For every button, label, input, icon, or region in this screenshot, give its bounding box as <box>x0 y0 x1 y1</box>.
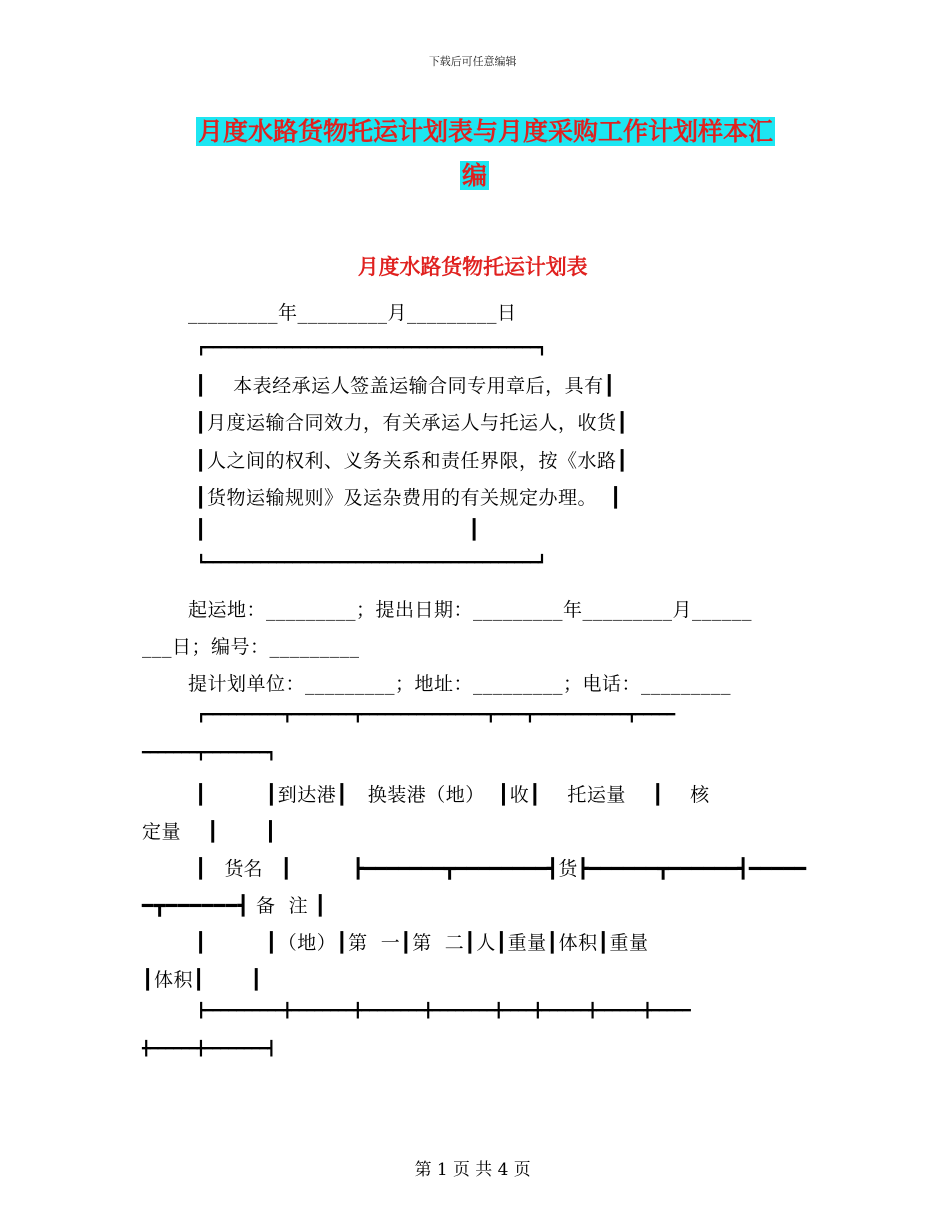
origin-date-line: 起运地：_________；提出日期：_________年_________月______ <box>188 599 753 621</box>
notice-box-line-5: ┃ ┃ <box>195 519 481 541</box>
table-line-1: ┏━━━━━━━━━━┳━━━━━━━━┳━━━━━━━━━━━━━━━━┳━━━━┳━━━━━━━━━━━━┳━━━━━ <box>197 707 675 723</box>
document-title-line1: 月度水路货物托运计划表与月度采购工作计划样本汇 <box>198 117 774 146</box>
form-title: 月度水路货物托运计划表 <box>357 255 588 279</box>
notice-box-line-4: ┃货物运输规则》及运杂费用的有关规定办理。 ┃ <box>195 487 622 509</box>
notice-box-bottom-border: ┗━━━━━━━━━━━━━━━━━━━━━━━━━━━━━━━━━━━━━━━━━━┛ <box>197 555 546 571</box>
table-line-7: ┃ ┃（地）┃第 一┃第 二┃人┃重量┃体积┃重量 <box>195 932 649 954</box>
document-title-line2: 编 <box>462 161 488 190</box>
table-line-6: ━┳━━━━━━┫ 备 注 ┃ <box>142 895 327 917</box>
table-line-3: ┃ ┃到达港┃ 换装港（地） ┃收┃ 托运量 ┃ 核 <box>195 784 710 806</box>
notice-box-line-1: ┃ 本表经承运人签盖运输合同专用章后，具有┃ <box>195 375 616 397</box>
notice-box-top-border: ┏━━━━━━━━━━━━━━━━━━━━━━━━━━━━━━━━━━━━━━━━━━┓ <box>197 340 546 356</box>
page-footer: 第 1 页 共 4 页 <box>414 1160 531 1180</box>
notice-box-line-2: ┃月度运输合同效力，有关承运人与托运人，收货┃ <box>195 412 629 434</box>
table-line-8: ┃体积┃ ┃ <box>142 969 263 991</box>
table-line-9: ┣━━━━━━━━━━╋━━━━━━━━╋━━━━━━━━╋━━━━━━━━╋━━━━╋━━━━━━╋━━━━━━╋━━━━━ <box>197 1003 691 1019</box>
table-line-4: 定量 ┃ ┃ <box>142 821 277 843</box>
table-line-2: ━━━━━━━┳━━━━━━━━┓ <box>142 745 276 761</box>
date-line: _________年_________月_________日 <box>188 302 517 324</box>
notice-box-line-3: ┃人之间的权利、义务关系和责任界限，按《水路┃ <box>195 450 629 472</box>
unit-address-phone-line: 提计划单位：_________；地址：_________；电话：_________ <box>188 673 732 695</box>
date-number-line: ___日；编号：_________ <box>142 636 360 658</box>
table-line-5: ┃ 货名 ┃ ┣━━━━━━━┳━━━━━━━━┫货┣━━━━━━┳━━━━━━┫━━━━━ <box>195 858 807 880</box>
table-line-10: ╋━━━━━━╋━━━━━━━━┫ <box>142 1041 276 1057</box>
page-header: 下载后可任意编辑 <box>428 55 517 68</box>
